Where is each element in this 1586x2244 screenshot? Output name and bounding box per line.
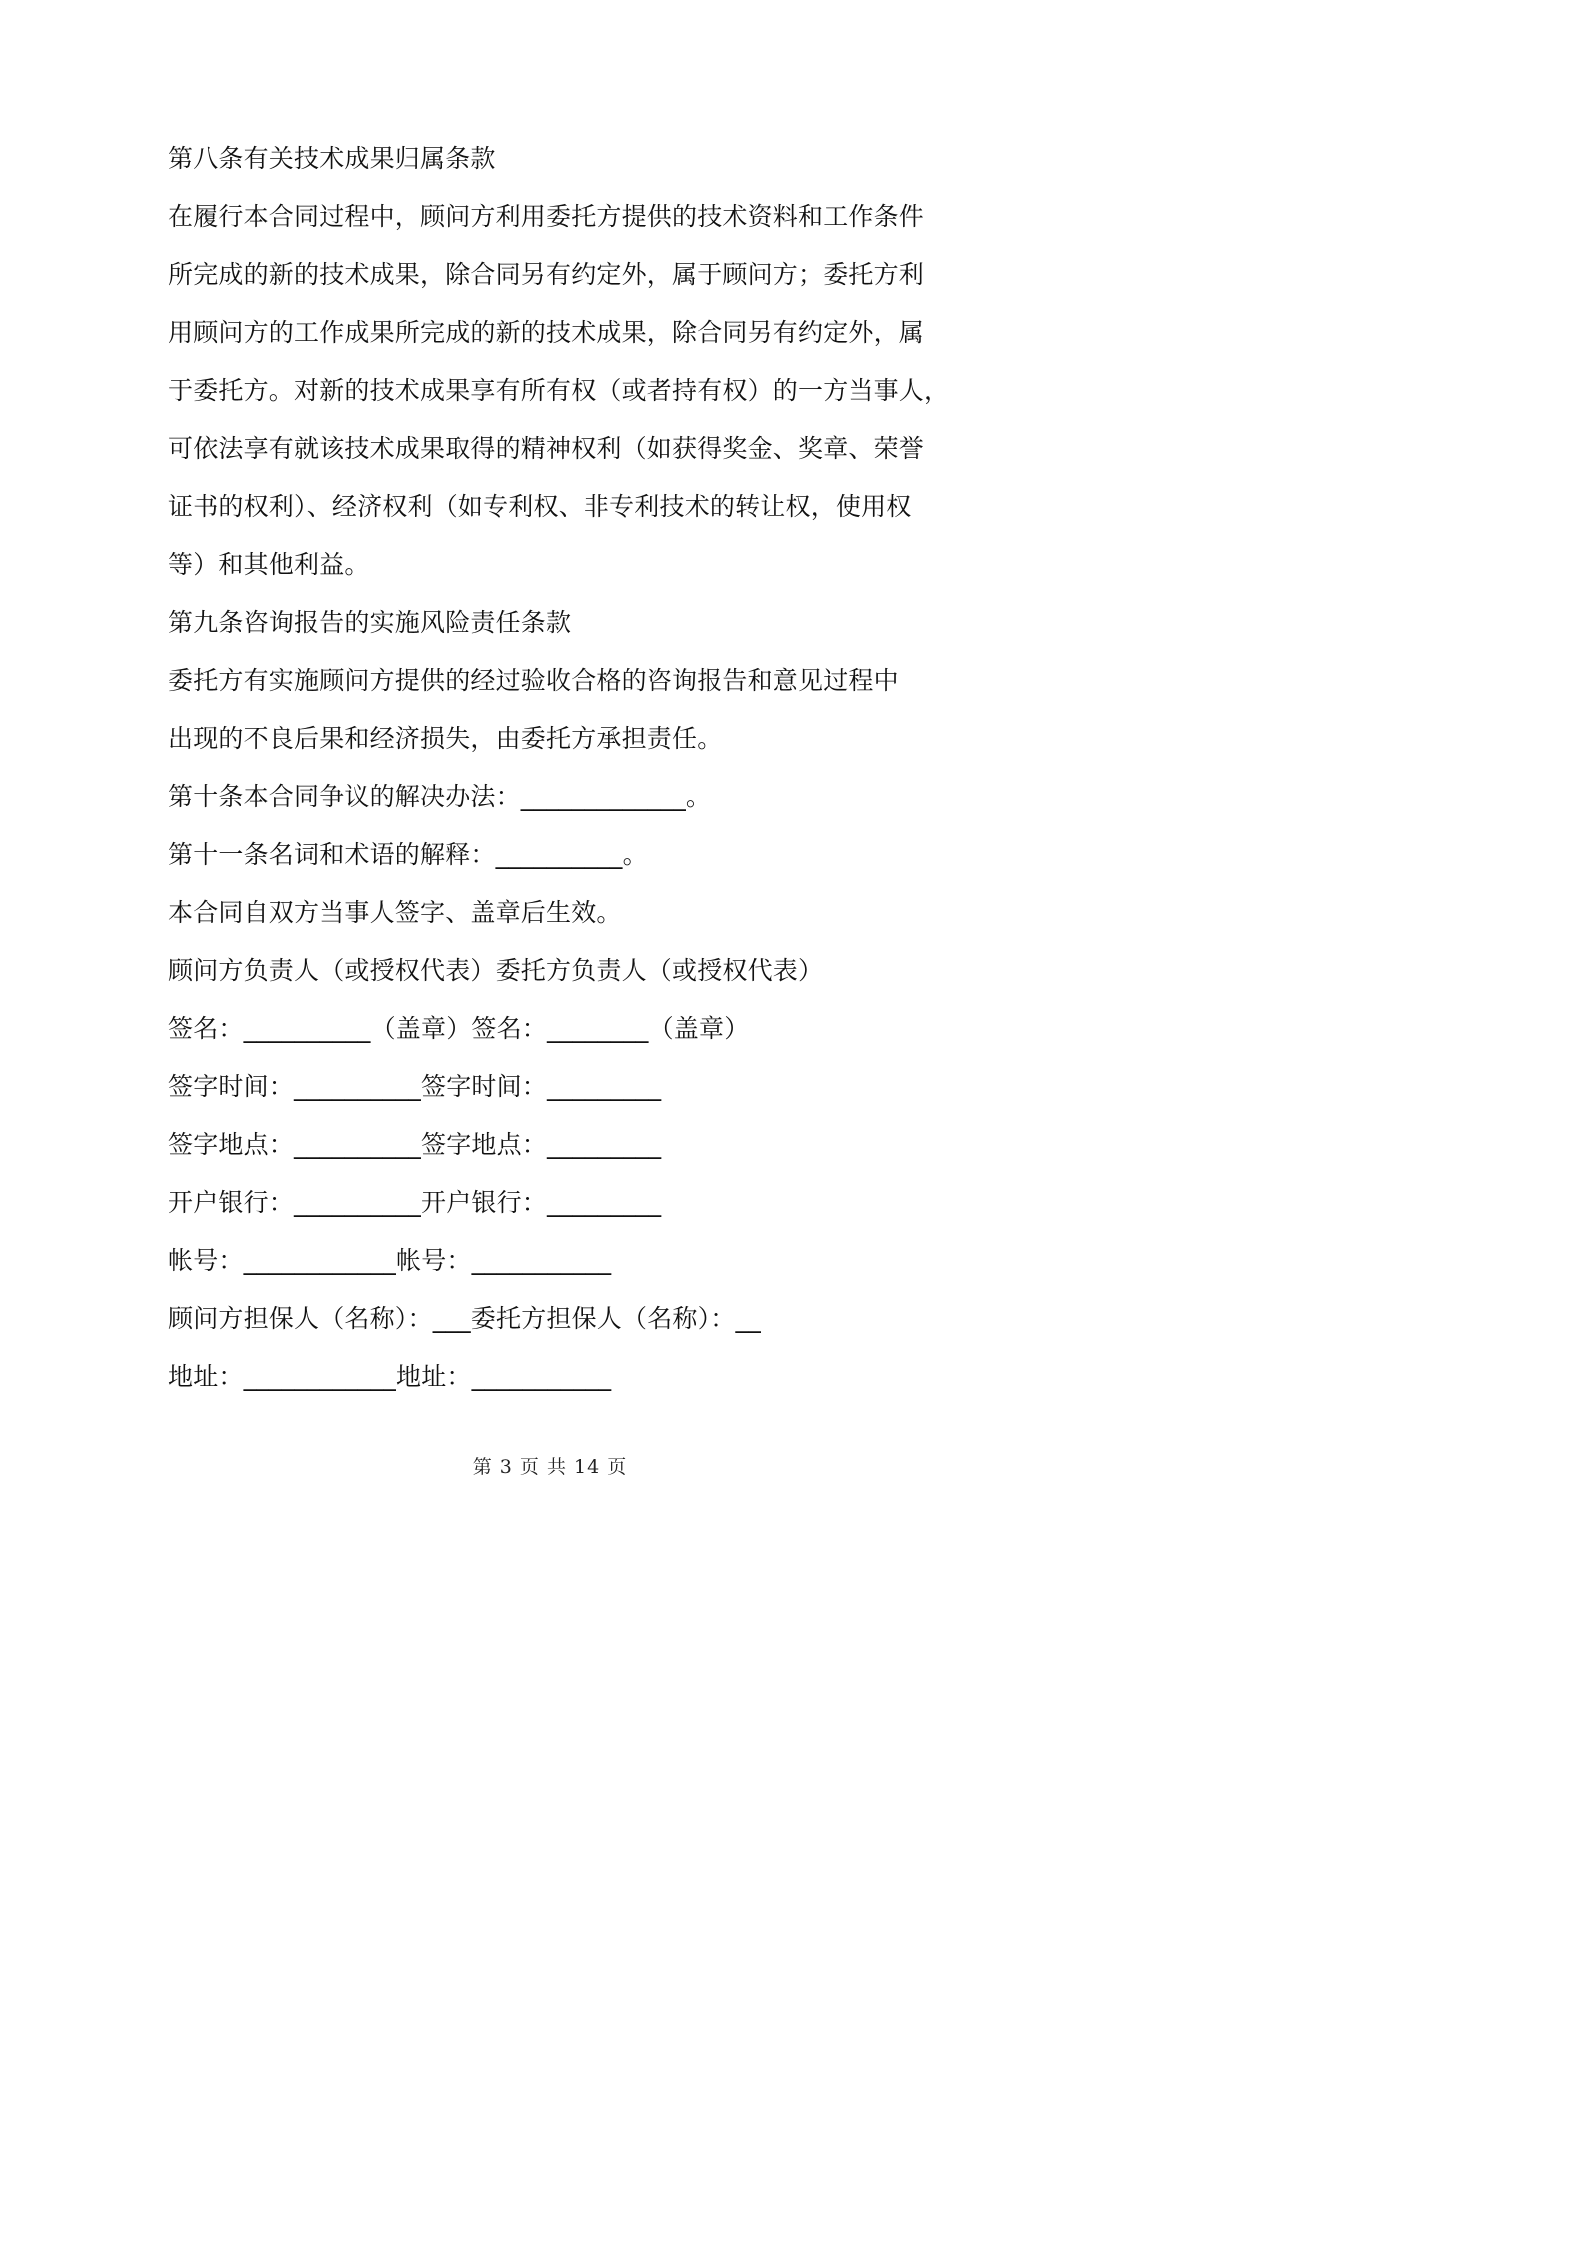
- clause-10-dispute-resolution: 第十条本合同争议的解决办法：_____________。: [168, 782, 712, 811]
- guarantor-line: 顾问方担保人（名称）：___委托方担保人（名称）：__: [168, 1304, 761, 1333]
- signatory-header: 顾问方负责人（或授权代表）委托方负责人（或授权代表）: [168, 956, 824, 985]
- clause-8-text-line: 等）和其他利益。: [168, 550, 370, 579]
- signing-time-line: 签字时间：__________签字时间：_________: [168, 1072, 662, 1101]
- document-page: [0, 0, 1100, 1556]
- bank-line: 开户银行：__________开户银行：_________: [168, 1188, 662, 1217]
- clause-8-text-line: 于委托方。对新的技术成果享有所有权（或者持有权）的一方当事人，: [168, 376, 950, 405]
- clause-8-text-line: 在履行本合同过程中，顾问方利用委托方提供的技术资料和工作条件: [168, 202, 925, 231]
- page-number-footer: 第 3 页 共 14 页: [472, 1456, 628, 1478]
- clause-9-heading: 第九条咨询报告的实施风险责任条款: [168, 608, 572, 637]
- clause-9-text-line: 出现的不良后果和经济损失，由委托方承担责任。: [168, 724, 723, 753]
- signing-place-line: 签字地点：__________签字地点：_________: [168, 1130, 662, 1159]
- clause-8-text-line: 用顾问方的工作成果所完成的新的技术成果，除合同另有约定外，属: [168, 318, 925, 347]
- clause-11-terms-definition: 第十一条名词和术语的解释：__________。: [168, 840, 648, 869]
- effective-clause: 本合同自双方当事人签字、盖章后生效。: [168, 898, 622, 927]
- clause-8-text-line: 所完成的新的技术成果，除合同另有约定外，属于顾问方；委托方利: [168, 260, 925, 289]
- contract-body: [168, 136, 948, 1412]
- clause-9-text-line: 委托方有实施顾问方提供的经过验收合格的咨询报告和意见过程中: [168, 666, 899, 695]
- signature-line: 签名：__________（盖章）签名：________（盖章）: [168, 1014, 750, 1043]
- clause-8-text-line: 证书的权利）、经济权利（如专利权、非专利技术的转让权，使用权: [168, 492, 912, 521]
- clause-8-heading: 第八条有关技术成果归属条款: [168, 144, 496, 173]
- account-number-line: 帐号：____________帐号：___________: [168, 1246, 612, 1275]
- clause-8-text-line: 可依法享有就该技术成果取得的精神权利（如获得奖金、奖章、荣誉: [168, 434, 925, 463]
- address-line: 地址：____________地址：___________: [168, 1362, 612, 1391]
